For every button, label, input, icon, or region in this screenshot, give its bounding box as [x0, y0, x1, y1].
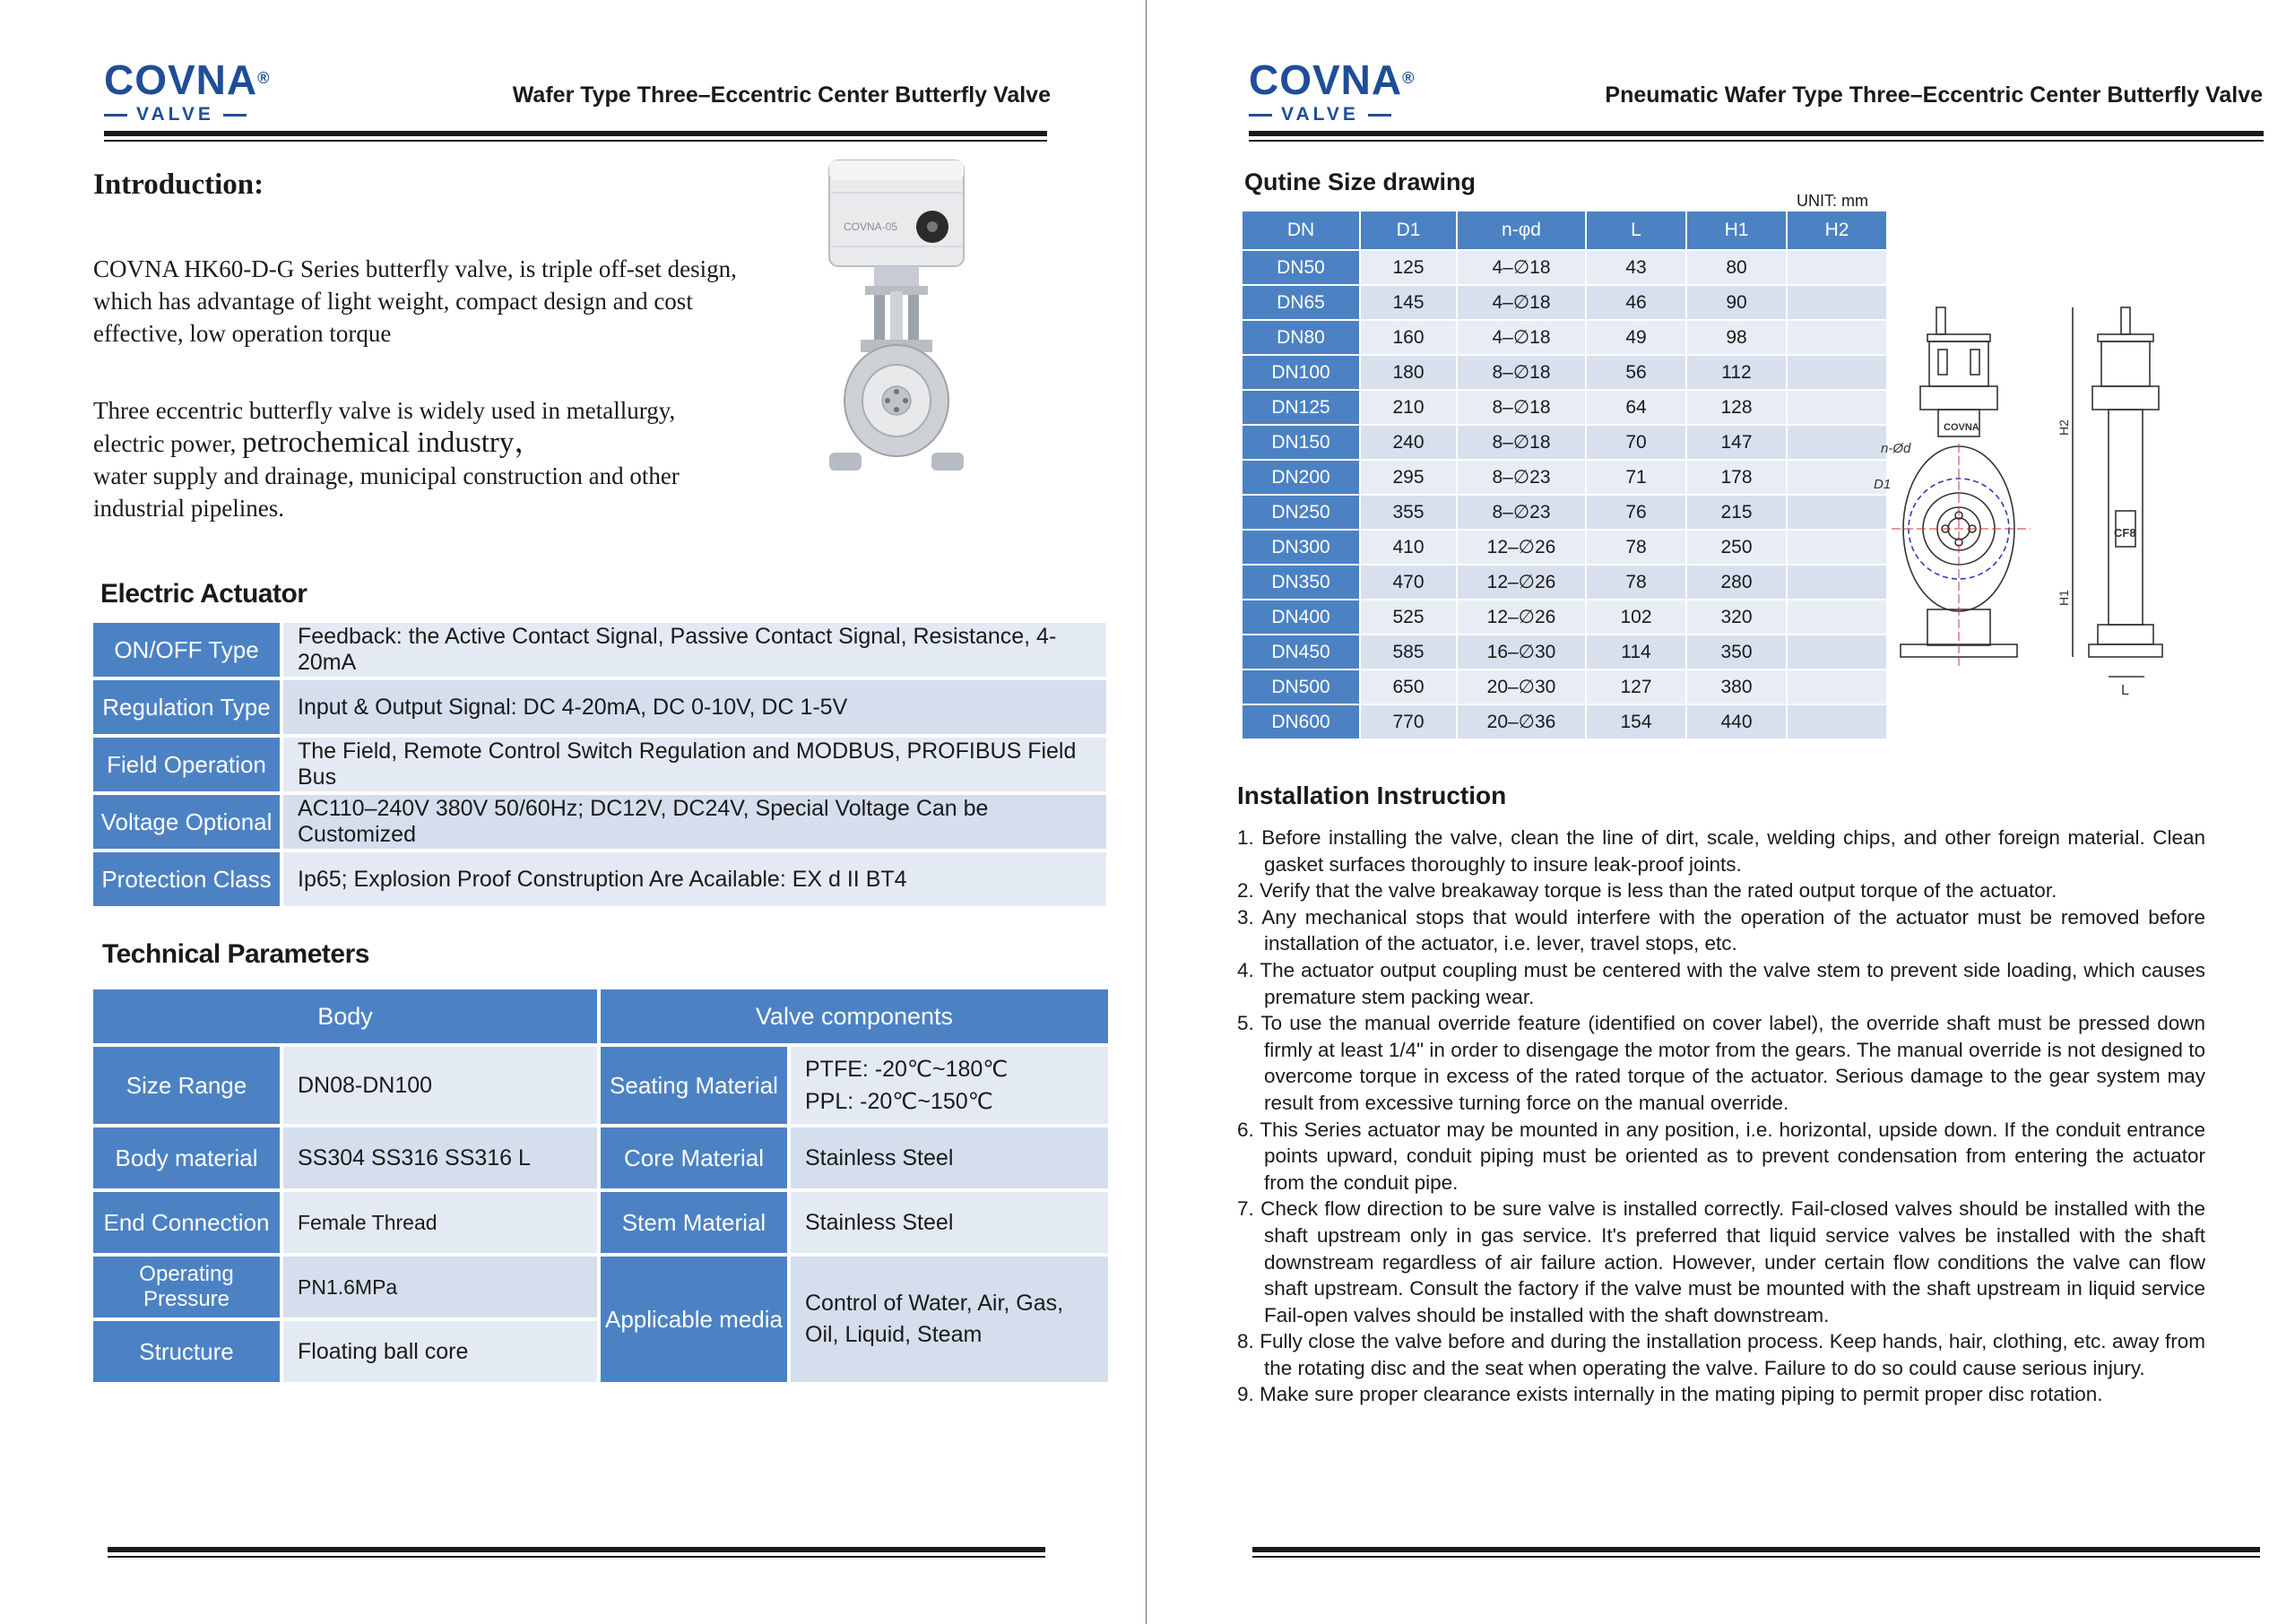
dn-cell: DN50 — [1243, 251, 1359, 284]
table-row — [1243, 426, 1886, 459]
row-label: ON/OFF Type — [93, 623, 280, 677]
table-row — [1243, 635, 1886, 669]
table-cell — [1788, 566, 1886, 599]
table-row — [1243, 600, 1886, 634]
body-material-label: Body material — [93, 1127, 280, 1188]
column-header: H1 — [1687, 212, 1786, 249]
table-row — [93, 738, 1106, 791]
table-row — [1243, 496, 1886, 529]
table-cell — [1788, 705, 1886, 739]
svg-text:COVNA: COVNA — [1944, 422, 1979, 433]
table-cell: 46 — [1587, 286, 1685, 319]
footer-rule — [1252, 1547, 2260, 1552]
svg-text:L: L — [2121, 683, 2129, 698]
table-cell: 114 — [1587, 635, 1685, 669]
table-cell: 70 — [1587, 426, 1685, 459]
column-header: n-φd — [1458, 212, 1585, 249]
table-cell: 380 — [1687, 670, 1786, 704]
table-cell: 125 — [1361, 251, 1456, 284]
table-row — [93, 680, 1106, 734]
size-range-label: Size Range — [93, 1047, 280, 1124]
table-cell: 20–∅36 — [1458, 705, 1585, 739]
covna-logo: COVNA® VALVE — [104, 56, 271, 125]
header-rule — [104, 131, 1047, 136]
table-cell: 4–∅18 — [1458, 251, 1585, 284]
table-row — [93, 623, 1106, 677]
technical-parameters-table — [90, 986, 1112, 1386]
product-photo — [811, 157, 982, 497]
table-cell: 440 — [1687, 705, 1786, 739]
instruction-item: 5. To use the manual override feature (identified on cover label), the override shaft must be pressed down firmly at least 1/4" in order to disengage the motor from the gears. The manual override is not designed to overcome torque in excess of the rated torque of the actuator. Serious damage to the gear system may result from excessive turning force on the manual override. — [1237, 1012, 2205, 1114]
table-row — [1243, 286, 1886, 319]
table-cell: 43 — [1587, 251, 1685, 284]
table-cell: 145 — [1361, 286, 1456, 319]
valve-dimension-drawing — [1874, 300, 2232, 721]
svg-text:D1: D1 — [1874, 477, 1892, 492]
table-cell: 355 — [1361, 496, 1456, 529]
table-cell: 250 — [1687, 531, 1786, 564]
dn-cell: DN450 — [1243, 635, 1359, 669]
table-row — [1243, 251, 1886, 284]
svg-text:CF8: CF8 — [2114, 526, 2136, 540]
dn-cell: DN600 — [1243, 705, 1359, 739]
table-cell: 8–∅18 — [1458, 426, 1585, 459]
header-rule-thin — [1249, 140, 2264, 142]
applicable-media-value: Control of Water, Air, Gas, Oil, Liquid, Steam — [791, 1257, 1108, 1382]
dn-cell: DN300 — [1243, 531, 1359, 564]
row-label: Voltage Optional — [93, 795, 280, 849]
electric-actuator-title: Electric Actuator — [100, 579, 307, 609]
header-rule — [1249, 131, 2264, 136]
row-label: Regulation Type — [93, 680, 280, 734]
table-cell: 585 — [1361, 635, 1456, 669]
intro-title: Introduction: — [93, 168, 264, 201]
dn-cell: DN80 — [1243, 321, 1359, 354]
table-cell — [1788, 496, 1886, 529]
table-cell: 215 — [1687, 496, 1786, 529]
dn-cell: DN100 — [1243, 356, 1359, 389]
table-cell: 102 — [1587, 600, 1685, 634]
table-cell: 56 — [1587, 356, 1685, 389]
table-cell — [1788, 321, 1886, 354]
table-cell: 78 — [1587, 566, 1685, 599]
table-cell: 154 — [1587, 705, 1685, 739]
row-value: The Field, Remote Control Switch Regulation and MODBUS, PROFIBUS Field Bus — [283, 738, 1106, 791]
table-row — [93, 795, 1106, 849]
table-cell — [1788, 286, 1886, 319]
dn-cell: DN250 — [1243, 496, 1359, 529]
table-row — [1243, 461, 1886, 494]
electric-actuator-table — [90, 619, 1110, 910]
footer-rule — [108, 1547, 1045, 1552]
table-cell: 8–∅18 — [1458, 391, 1585, 424]
instruction-item: 7. Check flow direction to be sure valve is installed correctly. Fail-closed valves should be installed with the shaft upstream only in gas service. It's preferred that liquid service valves be installed with the shaft downstream regardless of air failure action. However, under certain flow conditions the valve can flow shaft upstream. Consult the factory if the valve must be mounted with the shaft upstream in liquid service Fail-open valves should be installed with the shaft downstream. — [1237, 1197, 2205, 1326]
column-header: H2 — [1788, 212, 1886, 249]
table-cell: 128 — [1687, 391, 1786, 424]
table-cell: 410 — [1361, 531, 1456, 564]
table-cell: 180 — [1361, 356, 1456, 389]
table-cell: 320 — [1687, 600, 1786, 634]
row-value: AC110–240V 380V 50/60Hz; DC12V, DC24V, Special Voltage Can be Customized — [283, 795, 1106, 849]
svg-text:n-Ød: n-Ød — [1881, 441, 1911, 456]
table-cell — [1788, 531, 1886, 564]
table-cell: 20–∅30 — [1458, 670, 1585, 704]
table-cell: 240 — [1361, 426, 1456, 459]
table-cell: 4–∅18 — [1458, 286, 1585, 319]
table-cell — [1788, 356, 1886, 389]
table-cell — [1788, 670, 1886, 704]
structure-label: Structure — [93, 1321, 280, 1382]
table-cell: 147 — [1687, 426, 1786, 459]
table-cell — [1788, 461, 1886, 494]
table-cell: 80 — [1687, 251, 1786, 284]
seating-material-value: PTFE: -20℃~180℃ PPL: -20℃~150℃ — [791, 1047, 1108, 1124]
dn-cell: DN65 — [1243, 286, 1359, 319]
row-value: Ip65; Explosion Proof Construption Are Acailable: EX d II BT4 — [283, 852, 1106, 906]
stem-material-value: Stainless Steel — [791, 1192, 1108, 1253]
table-cell: 350 — [1687, 635, 1786, 669]
operating-pressure-value: PN1.6MPa — [283, 1257, 597, 1317]
table-row — [1243, 356, 1886, 389]
table-cell: 64 — [1587, 391, 1685, 424]
size-range-value: DN08-DN100 — [283, 1047, 597, 1124]
core-material-value: Stainless Steel — [791, 1127, 1108, 1188]
instruction-item: 6. This Series actuator may be mounted in any position, i.e. horizontal, upside down. If the conduit entrance points upward, conduit piping must be oriented as to prevent condensation from entering the actuator from the conduit pipe. — [1237, 1118, 2205, 1194]
operating-pressure-label: Operating Pressure — [93, 1257, 280, 1317]
table-cell: 112 — [1687, 356, 1786, 389]
instruction-item: 9. Make sure proper clearance exists internally in the mating piping to permit proper disc rotation. — [1237, 1383, 2103, 1406]
header-rule-thin — [104, 140, 1047, 142]
table-cell: 8–∅18 — [1458, 356, 1585, 389]
table-cell: 4–∅18 — [1458, 321, 1585, 354]
instruction-item: 3. Any mechanical stops that would interfere with the operation of the actuator must be removed before installation of the actuator, i.e. lever, travel stops, etc. — [1237, 905, 2205, 955]
instruction-item: 8. Fully close the valve before and during the installation process. Keep hands, hair, clothing, etc. away from the rotating disc and the seat when operating the valve. Failure to do so could cause serious injury. — [1237, 1330, 2205, 1379]
table-row — [93, 852, 1106, 906]
table-cell: 16–∅30 — [1458, 635, 1585, 669]
table-cell: 78 — [1587, 531, 1685, 564]
table-cell: 178 — [1687, 461, 1786, 494]
dn-cell: DN150 — [1243, 426, 1359, 459]
table-cell — [1788, 251, 1886, 284]
table-cell — [1788, 635, 1886, 669]
table-cell — [1788, 391, 1886, 424]
dn-cell: DN500 — [1243, 670, 1359, 704]
product-badge: COVNA-05 — [844, 220, 898, 233]
table-cell — [1788, 600, 1886, 634]
applicable-media-label: Applicable media — [601, 1257, 787, 1382]
size-drawing-title: Qutine Size drawing — [1244, 168, 1477, 195]
svg-text:H1: H1 — [2057, 590, 2071, 606]
dimension-table — [1241, 210, 1888, 740]
end-connection-value: Female Thread — [283, 1192, 597, 1253]
table-cell: 650 — [1361, 670, 1456, 704]
svg-text:H2: H2 — [2057, 419, 2071, 436]
header-title: Pneumatic Wafer Type Three–Eccentric Center Butterfly Valve — [1605, 82, 2263, 108]
footer-rule-thin — [1252, 1556, 2260, 1558]
column-header: DN — [1243, 212, 1359, 249]
row-value: Feedback: the Active Contact Signal, Passive Contact Signal, Resistance, 4-20mA — [283, 623, 1106, 677]
table-row — [1243, 531, 1886, 564]
table-cell — [1788, 426, 1886, 459]
end-connection-label: End Connection — [93, 1192, 280, 1253]
table-cell: 295 — [1361, 461, 1456, 494]
row-label: Field Operation — [93, 738, 280, 791]
core-material-label: Core Material — [601, 1127, 787, 1188]
body-header: Body — [93, 989, 597, 1043]
table-cell: 210 — [1361, 391, 1456, 424]
table-cell: 12–∅26 — [1458, 531, 1585, 564]
table-cell: 12–∅26 — [1458, 566, 1585, 599]
table-row — [1243, 705, 1886, 739]
instruction-item: 4. The actuator output coupling must be centered with the valve stem to prevent side loading, which causes premature stem packing wear. — [1237, 958, 2205, 1008]
stem-material-label: Stem Material — [601, 1192, 787, 1253]
table-cell: 160 — [1361, 321, 1456, 354]
installation-list — [1237, 825, 2205, 1408]
table-cell: 770 — [1361, 705, 1456, 739]
seating-material-label: Seating Material — [601, 1047, 787, 1124]
table-cell: 76 — [1587, 496, 1685, 529]
dn-cell: DN125 — [1243, 391, 1359, 424]
instruction-item: 2. Verify that the valve breakaway torque is less than the rated output torque of the actuator. — [1237, 879, 2057, 903]
unit-label: UNIT: mm — [1797, 192, 1868, 210]
column-header: L — [1587, 212, 1685, 249]
table-header-row — [1243, 212, 1886, 249]
intro-paragraph-2: Three eccentric butterfly valve is widely used in metallurgy, electric power, petrochemical industry， water supply and drainage, municipal construction and other industrial pipelines. — [93, 397, 680, 522]
table-row — [1243, 670, 1886, 704]
footer-rule-thin — [108, 1556, 1045, 1558]
left-page — [0, 0, 1146, 1624]
technical-parameters-title: Technical Parameters — [102, 939, 369, 969]
row-value: Input & Output Signal: DC 4-20mA, DC 0-10V, DC 1-5V — [283, 680, 1106, 734]
covna-logo: COVNA® VALVE — [1249, 56, 1416, 125]
column-header: D1 — [1361, 212, 1456, 249]
table-row — [1243, 566, 1886, 599]
body-material-value: SS304 SS316 SS316 L — [283, 1127, 597, 1188]
instruction-item: 1. Before installing the valve, clean the line of dirt, scale, welding chips, and other foreign material. Clean gasket surfaces thoroughly to insure leak-proof joints. — [1237, 826, 2205, 876]
table-cell: 12–∅26 — [1458, 600, 1585, 634]
table-cell: 470 — [1361, 566, 1456, 599]
table-cell: 49 — [1587, 321, 1685, 354]
dn-cell: DN400 — [1243, 600, 1359, 634]
header-title: Wafer Type Three–Eccentric Center Butterfly Valve — [512, 82, 1051, 108]
row-label: Protection Class — [93, 852, 280, 906]
valve-components-header: Valve components — [601, 989, 1108, 1043]
table-cell: 98 — [1687, 321, 1786, 354]
table-cell: 8–∅23 — [1458, 496, 1585, 529]
installation-title: Installation Instruction — [1237, 782, 1507, 809]
dn-cell: DN200 — [1243, 461, 1359, 494]
table-cell: 127 — [1587, 670, 1685, 704]
table-cell: 280 — [1687, 566, 1786, 599]
intro-paragraph-1: COVNA HK60-D-G Series butterfly valve, is triple off-set design, which has advantage of light weight, compact design and cost effective, low operation torque — [93, 255, 737, 347]
structure-value: Floating ball core — [283, 1321, 597, 1382]
table-cell: 525 — [1361, 600, 1456, 634]
table-cell: 8–∅23 — [1458, 461, 1585, 494]
table-cell: 90 — [1687, 286, 1786, 319]
dn-cell: DN350 — [1243, 566, 1359, 599]
table-cell: 71 — [1587, 461, 1685, 494]
table-row — [1243, 321, 1886, 354]
table-row — [1243, 391, 1886, 424]
